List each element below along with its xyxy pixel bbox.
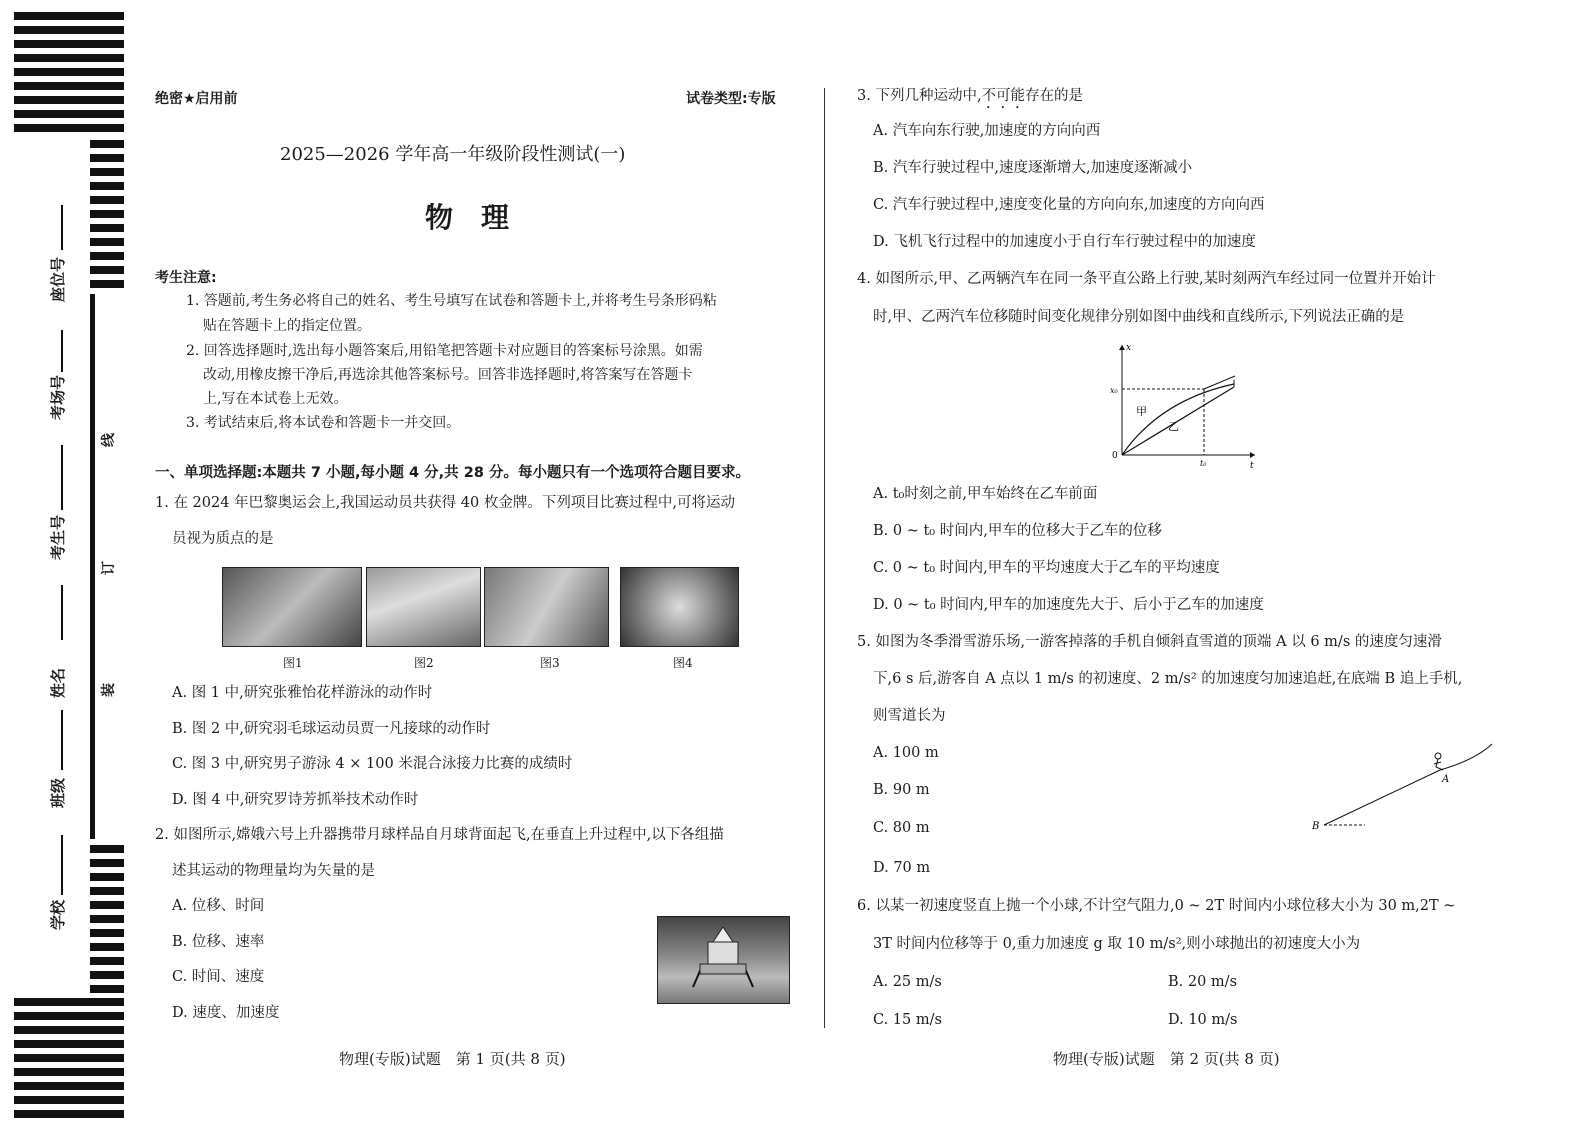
- q5-option-b[interactable]: B. 90 m: [873, 782, 930, 798]
- q1-stem: 1. 在 2024 年巴黎奥运会上,我国运动员共获得 40 枚金牌。下列项目比赛过程中,可将运动: [155, 495, 735, 511]
- q6-option-b[interactable]: B. 20 m/s: [1168, 974, 1238, 990]
- q6-stem: 3T 时间内位移等于 0,重力加速度 g 取 10 m/s²,则小球抛出的初速度大小为: [873, 936, 1361, 952]
- q3-stem: 3. 下列几种运动中,不可能存在的是: [857, 88, 1084, 104]
- page-footer-left: 物理(专版)试题 第 1 页(共 8 页): [339, 1050, 566, 1068]
- point-a-label: A: [1442, 774, 1450, 785]
- school-field[interactable]: 学校: [49, 899, 67, 930]
- q3-option-d[interactable]: D. 飞机飞行过程中的加速度小于自行车行驶过程中的加速度: [873, 234, 1256, 250]
- origin-label: 0: [1112, 451, 1118, 461]
- name-field[interactable]: 姓名: [49, 667, 67, 698]
- q4-option-d[interactable]: D. 0 ~ t₀ 时间内,甲车的加速度先大于、后小于乙车的加速度: [873, 597, 1264, 613]
- q2-option-d[interactable]: D. 速度、加速度: [172, 1005, 280, 1021]
- yi-label: 乙: [1168, 420, 1179, 433]
- seat-number-field[interactable]: 座位号: [49, 256, 67, 302]
- subject-title: 物 理: [425, 201, 510, 234]
- q1-option-b[interactable]: B. 图 2 中,研究羽毛球运动员贾一凡接球的动作时: [172, 721, 491, 737]
- q2-option-c[interactable]: C. 时间、速度: [172, 969, 265, 985]
- exam-room-field[interactable]: 考场号: [49, 374, 67, 420]
- notice-item: 3. 考试结束后,将本试卷和答题卡一并交回。: [186, 415, 461, 431]
- figure-caption: 图4: [673, 656, 693, 670]
- q3-option-b[interactable]: B. 汽车行驶过程中,速度逐渐增大,加速度逐渐减小: [873, 160, 1193, 176]
- q5-stem: 则雪道长为: [873, 708, 946, 724]
- q3-option-a[interactable]: A. 汽车向东行驶,加速度的方向向西: [873, 123, 1101, 139]
- q1-option-d[interactable]: D. 图 4 中,研究罗诗芳抓举技术动作时: [172, 792, 419, 808]
- notice-item: 贴在答题卡上的指定位置。: [203, 318, 371, 334]
- q5-stem: 下,6 s 后,游客自 A 点以 1 m/s 的初速度、2 m/s² 的加速度匀加速追赶,在底端 B 追上手机,: [873, 671, 1463, 687]
- exam-title: 2025—2026 学年高一年级阶段性测试(一): [280, 144, 626, 165]
- q3-emphasis: 不可能: [981, 88, 1026, 104]
- notice-item: 2. 回答选择题时,选出每小题答案后,用铅笔把答题卡对应题目的答案标号涂黑。如需: [186, 343, 703, 359]
- y-axis-label: x: [1126, 343, 1132, 353]
- q5-option-a[interactable]: A. 100 m: [873, 745, 939, 761]
- point-b-label: B: [1312, 821, 1320, 832]
- binding-mark-bind: 装: [101, 683, 117, 697]
- figure-caption: 图2: [414, 656, 434, 670]
- q2-option-b[interactable]: B. 位移、速率: [172, 934, 265, 950]
- q2-stem: 述其运动的物理量均为矢量的是: [172, 863, 375, 879]
- x-t-graph: [1100, 340, 1260, 470]
- q3-option-c[interactable]: C. 汽车行驶过程中,速度变化量的方向向东,加速度的方向向西: [873, 197, 1265, 213]
- swimming-photo: [222, 567, 362, 647]
- notice-title: 考生注意:: [155, 270, 217, 286]
- q5-stem: 5. 如图为冬季滑雪游乐场,一游客掉落的手机自倾斜直雪道的顶端 A 以 6 m/s 的速度匀速滑: [857, 634, 1442, 650]
- q4-stem: 时,甲、乙两汽车位移随时间变化规律分别如图中曲线和直线所示,下列说法正确的是: [873, 309, 1405, 325]
- binding-mark-staple: 订: [101, 561, 117, 575]
- slope-line: [1324, 770, 1440, 825]
- section-heading: 一、单项选择题:本题共 7 小题,每小题 4 分,共 28 分。每小题只有一个选项符合题目要求。: [155, 465, 750, 481]
- binding-mark-line: 线: [101, 433, 117, 447]
- q4-option-a[interactable]: A. t₀时刻之前,甲车始终在乙车前面: [873, 486, 1098, 502]
- q5-option-c[interactable]: C. 80 m: [873, 820, 930, 836]
- lander-icon: [658, 917, 789, 1003]
- notice-item: 1. 答题前,考生务必将自己的姓名、考生号填写在试卷和答题卡上,并将考生号条形码粘: [186, 293, 717, 309]
- q2-stem: 2. 如图所示,嫦娥六号上升器携带月球样品自月球背面起飞,在垂直上升过程中,以下各组描: [155, 827, 724, 843]
- page-divider: [824, 88, 825, 1028]
- q1-option-c[interactable]: C. 图 3 中,研究男子游泳 4 × 100 米混合泳接力比赛的成绩时: [172, 756, 573, 772]
- q1-stem: 员视为质点的是: [172, 531, 274, 547]
- t0-label: t₀: [1200, 459, 1207, 468]
- confidential-label: 绝密★启用前: [155, 91, 238, 107]
- figure-caption: 图1: [283, 656, 303, 670]
- q6-option-d[interactable]: D. 10 m/s: [1168, 1012, 1238, 1028]
- x-axis-label: t: [1250, 461, 1254, 470]
- badminton-photo: [366, 567, 481, 647]
- figure-caption: 图3: [540, 656, 560, 670]
- q5-option-d[interactable]: D. 70 m: [873, 860, 931, 876]
- q6-option-a[interactable]: A. 25 m/s: [873, 974, 942, 990]
- candidate-number-field[interactable]: 考生号: [49, 514, 67, 560]
- paper-type-label: 试卷类型:专版: [686, 91, 776, 107]
- class-field[interactable]: 班级: [49, 777, 67, 808]
- page-footer-right: 物理(专版)试题 第 2 页(共 8 页): [1053, 1050, 1280, 1068]
- q4-option-c[interactable]: C. 0 ~ t₀ 时间内,甲车的平均速度大于乙车的平均速度: [873, 560, 1220, 576]
- q1-option-a[interactable]: A. 图 1 中,研究张雅怡花样游泳的动作时: [172, 685, 433, 701]
- q2-option-a[interactable]: A. 位移、时间: [172, 898, 265, 914]
- weightlifting-photo: [620, 567, 739, 647]
- lunar-ascender-photo: [657, 916, 790, 1004]
- freestyle-photo: [484, 567, 609, 647]
- notice-item: 上,写在本试卷上无效。: [203, 391, 348, 407]
- notice-item: 改动,用橡皮擦干净后,再选涂其他答案标号。回答非选择题时,将答案写在答题卡: [203, 367, 693, 383]
- q4-option-b[interactable]: B. 0 ~ t₀ 时间内,甲车的位移大于乙车的位移: [873, 523, 1162, 539]
- x0-label: x₀: [1110, 386, 1118, 395]
- jia-label: 甲: [1136, 405, 1147, 418]
- skier-icon: [1435, 753, 1441, 759]
- q6-option-c[interactable]: C. 15 m/s: [873, 1012, 942, 1028]
- q6-stem: 6. 以某一初速度竖直上抛一个小球,不计空气阻力,0 ~ 2T 时间内小球位移大小为 30 m,2T ~: [857, 898, 1456, 914]
- ski-slope-figure: [1310, 740, 1500, 840]
- q4-stem: 4. 如图所示,甲、乙两辆汽车在同一条平直公路上行驶,某时刻两汽车经过同一位置并开始计: [857, 271, 1436, 287]
